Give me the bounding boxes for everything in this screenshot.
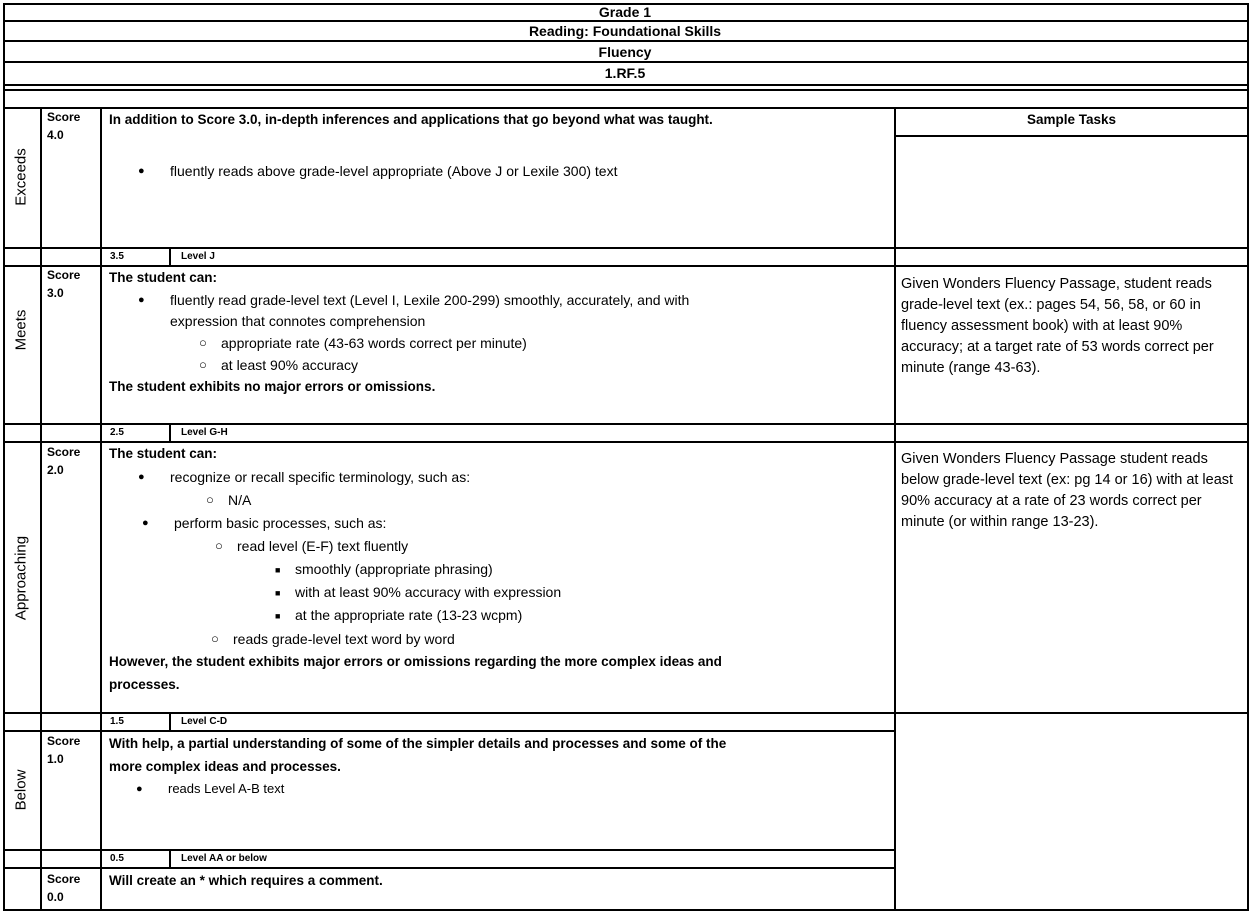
approaching-sq-1: ■ smoothly (appropriate phrasing) — [295, 559, 493, 579]
approaching-sub-word: ○ reads grade-level text word by word — [233, 629, 455, 649]
meets-sub-accuracy: ○ at least 90% accuracy — [221, 355, 358, 375]
category-exceeds: Exceeds — [12, 148, 30, 206]
meets-bullet-1-cont: expression that connotes comprehension — [170, 313, 426, 329]
standard-code: 1.RF.5 — [604, 65, 646, 81]
sample-tasks-header: Sample Tasks — [1026, 112, 1117, 127]
below-bullet: ● reads Level A-B text — [168, 779, 284, 799]
level-2-5: Level G-H — [181, 427, 228, 438]
approaching-sq-2: ■ with at least 90% accuracy with expression — [295, 582, 561, 602]
approaching-closing-2: processes. — [109, 677, 180, 692]
score-0-label: Score 0.0 — [47, 872, 81, 904]
exceeds-bullet: ● fluently reads above grade-level appropriate (Above J or Lexile 300) text — [170, 161, 617, 181]
approaching-sub-read: ○ read level (E-F) text fluently — [237, 536, 408, 556]
level-1-5: Level C-D — [181, 716, 228, 727]
score-2-label: Score 2.0 — [47, 445, 81, 477]
category-below: Below — [12, 769, 30, 811]
zero-text: Will create an * which requires a comment. — [109, 873, 383, 888]
meets-bullet-1: ● fluently read grade-level text (Level I, Lexile 200-299) smoothly, accurately, and with — [170, 290, 689, 310]
half-score-2-5: 2.5 — [110, 427, 124, 438]
score-3-label: Score 3.0 — [47, 268, 81, 300]
meets-sub-rate: ○ appropriate rate (43-63 words correct per minute) — [221, 333, 527, 353]
approaching-bullet-1: ● recognize or recall specific terminology, such as: — [170, 467, 470, 487]
half-score-1-5: 1.5 — [110, 716, 124, 727]
grade-title: Grade 1 — [598, 4, 652, 20]
half-score-3-5: 3.5 — [110, 251, 124, 262]
below-intro-1: With help, a partial understanding of some of the simpler details and processes and some of the — [109, 736, 727, 751]
level-0-5: Level AA or below — [181, 853, 267, 864]
meets-closing: The student exhibits no major errors or omissions. — [109, 379, 436, 394]
score-1-label: Score 1.0 — [47, 734, 81, 766]
approaching-closing-1: However, the student exhibits major errors or omissions regarding the more complex ideas and — [109, 654, 722, 669]
score-4-label: Score 4.0 — [47, 110, 81, 142]
meets-sample-task: Given Wonders Fluency Passage, student reads grade-level text (ex.: pages 54, 56, 58, or 60 in fluency assessment book) with at least 90% accuracy; at a target rate of 53 words correct per minute (range 43-63). — [901, 276, 1214, 376]
half-score-0-5: 0.5 — [110, 853, 124, 864]
approaching-sample-task: Given Wonders Fluency Passage student reads below grade-level text (ex: pg 14 or 16) with at least 90% accuracy at a rate of 23 words correct per minute (or within range 13-23). — [901, 451, 1234, 530]
approaching-sub-na: ○ N/A — [228, 490, 251, 510]
approaching-sq-3: ■ at the appropriate rate (13-23 wcpm) — [295, 605, 522, 625]
approaching-intro: The student can: — [109, 446, 218, 461]
below-intro-2: more complex ideas and processes. — [109, 759, 341, 774]
level-3-5: Level J — [181, 251, 215, 262]
approaching-bullet-2: ● perform basic processes, such as: — [174, 513, 386, 533]
domain-title: Fluency — [598, 44, 652, 60]
category-approaching: Approaching — [12, 535, 30, 621]
category-meets: Meets — [12, 309, 30, 351]
strand-title: Reading: Foundational Skills — [528, 23, 722, 39]
exceeds-intro: In addition to Score 3.0, in-depth inferences and applications that go beyond what was taught. — [109, 112, 713, 127]
meets-intro: The student can: — [109, 270, 218, 285]
